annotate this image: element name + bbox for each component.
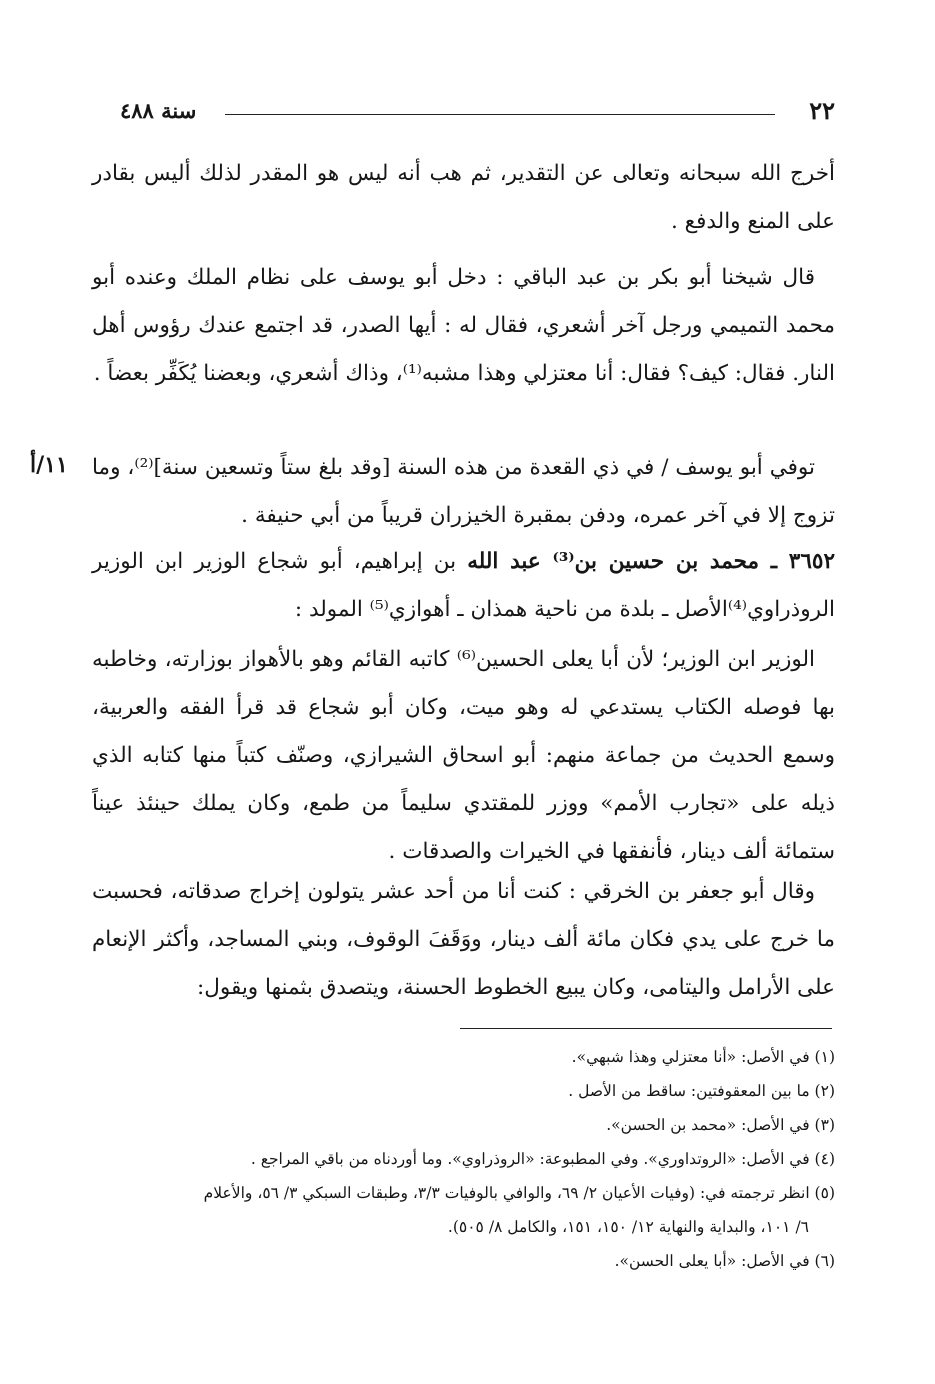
footnote: (٤) في الأصل: «الروتداوري». وفي المطبوعة: «الروذراوي». وما أوردناه من باقي المراجع . [250,1150,835,1168]
running-head-year: سنة ٤٨٨ [120,98,197,123]
manuscript-folio-note: ١١/أ [30,452,68,478]
entry-lineage: بن إبراهيم، أبو شجاع الوزير ابن الوزير الروذراوي⁽⁴⁾الأصل ـ بلدة من ناحية همذان ـ أهوازي⁽⁵⁾ المولد : [92,549,835,622]
footnote: (٢) ما بين المعقوفتين: ساقط من الأصل . [568,1082,835,1100]
paragraph: وقال أبو جعفر بن الخرقي : كنت أنا من أحد عشر يتولون إخراج صدقاته، فحسبت ما خرج على يدي فكان مائة ألف دينار، ووَقَفَ الوقوف، وبني المساجد، وأكثر الإنعام على الأرامل واليتامى، وكان يبيع الخطوط الحسنة، ويتصدق بثمنها ويقول: [92,879,835,1000]
page-number: ٢٢ [809,96,835,125]
footnote-separator [460,1028,832,1029]
paragraph: توفي أبو يوسف / في ذي القعدة من هذه السنة [وقد بلغ ستاً وتسعين سنة]⁽²⁾، وما تزوج إلا في آخر عمره، ودفن بمقبرة الخيزران قريباً من أبي حنيفة . [92,455,835,528]
footnote: (١) في الأصل: «أنا معتزلي وهذا شبهي». [571,1048,835,1066]
footnote-continuation: ٦/ ١٠١، والبداية والنهاية ١٢/ ١٥٠، ١٥١، والكامل ٨/ ٥٠٥). [447,1218,809,1236]
footnotes [155,1040,835,1278]
paragraph: أخرج الله سبحانه وتعالى عن التقدير، ثم هب أنه ليس هو المقدر لذلك أليس بقادر على المنع والدفع . [92,161,835,234]
entry-number-name: ٣٦٥٢ ـ محمد بن حسين بن⁽³⁾ عبد الله [467,549,835,574]
page-header [120,96,835,126]
paragraph: قال شيخنا أبو بكر بن عبد الباقي : دخل أبو يوسف على نظام الملك وعنده أبو محمد التميمي ورجل آخر أشعري، فقال له : أيها الصدر، قد اجتمع عندك رؤوس أهل النار. فقال: كيف؟ فقال: أنا معتزلي وهذا مشبه⁽¹⁾، وذاك أشعري، وبعضنا يُكَفِّر بعضاً . [92,265,835,386]
footnote: (٥) انظر ترجمته في: (وفيات الأعيان ٢/ ٦٩، والوافي بالوفيات ٣/٣، وطبقات السبكي ٣/ ٥٦، والأعلام [203,1184,835,1202]
footnote: (٣) في الأصل: «محمد بن الحسن». [606,1116,835,1134]
main-text [92,150,835,1008]
header-rule [225,114,775,115]
footnote: (٦) في الأصل: «أبا يعلى الحسن». [614,1252,835,1270]
biography-entry-heading [92,538,835,636]
paragraph: الوزير ابن الوزير؛ لأن أبا يعلى الحسين⁽⁶⁾ كاتبه القائم وهو بالأهواز بوزارته، وخاطبه بها فوصله الكتاب يستدعي له وهو ميت، وكان أبو شجاع قد قرأ الفقه والعربية، وسمع الحديث من جماعة منهم: أبو اسحاق الشيرازي، وصنّف كتباً منها كتابه الذي ذيله على «تجارب الأمم» ووزر للمقتدي سليماً من طمع، وكان يملك حينئذ عيناً ستمائة ألف دينار، فأنفقها في الخيرات والصدقات . [92,647,835,864]
